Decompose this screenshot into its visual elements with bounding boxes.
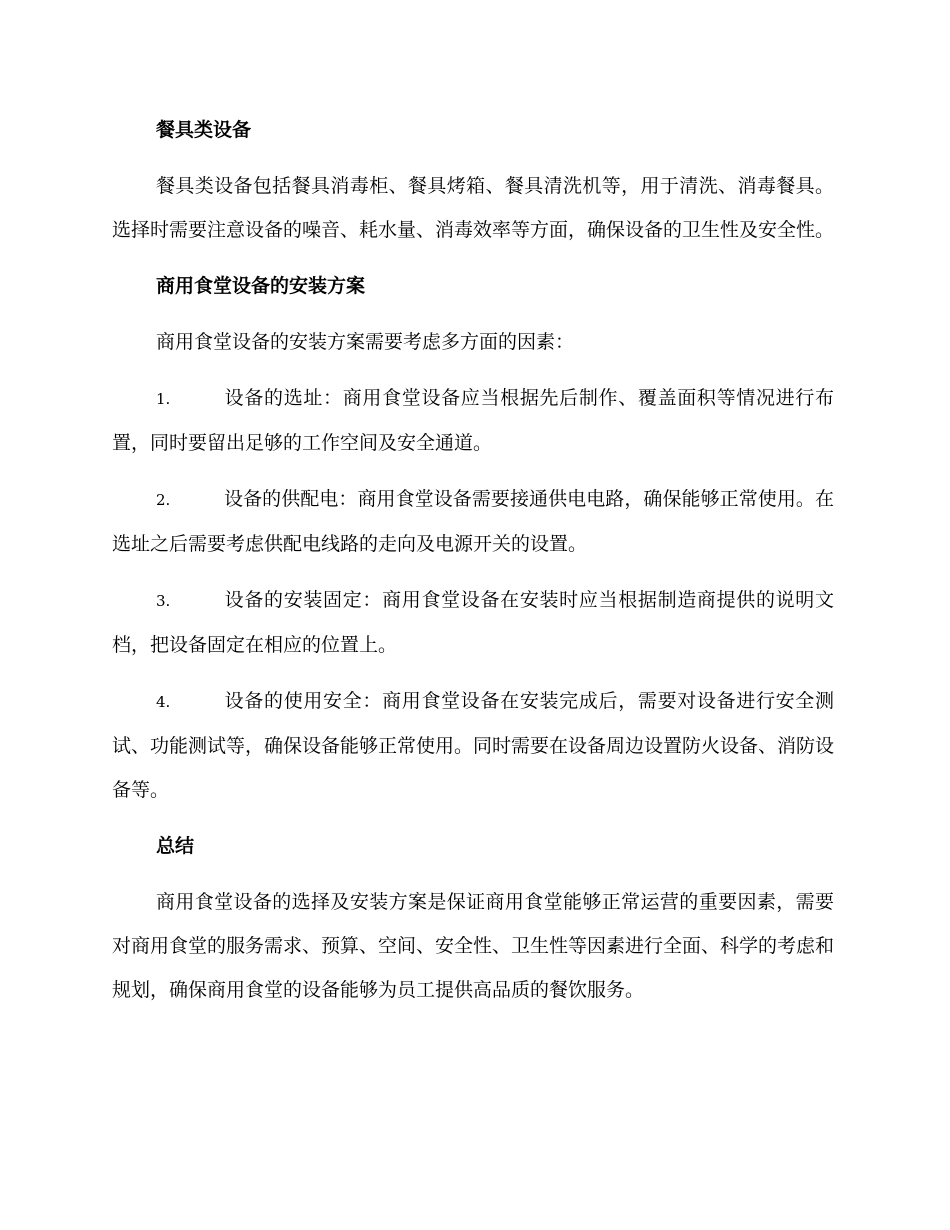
section-heading-installation: 商用食堂设备的安装方案 bbox=[156, 275, 366, 297]
list-item-text: 设备的使用安全：商用食堂设备在安装完成后，需要对设备进行安全测试、功能测试等，确保设备能够正常使用。同时需要在设备周边设置防火设备、消防设备等。 bbox=[112, 690, 835, 801]
list-item bbox=[112, 679, 834, 812]
list-item bbox=[112, 477, 834, 566]
list-item-text: 设备的安装固定：商用食堂设备在安装时应当根据制造商提供的说明文档，把设备固定在相应的位置上。 bbox=[112, 589, 834, 656]
paragraph-tableware: 餐具类设备包括餐具消毒柜、餐具烤箱、餐具清洗机等，用于清洗、消毒餐具。选择时需要注意设备的噪音、耗水量、消毒效率等方面，确保设备的卫生性及安全性。 bbox=[112, 175, 835, 241]
list-item-text: 设备的选址：商用食堂设备应当根据先后制作、覆盖面积等情况进行布置，同时要留出足够的工作空间及安全通道。 bbox=[112, 387, 834, 454]
list-item-number: 2. bbox=[156, 491, 171, 509]
list-item-number: 3. bbox=[156, 592, 171, 610]
section-heading-tableware: 餐具类设备 bbox=[156, 119, 252, 141]
list-item-number: 4. bbox=[156, 693, 171, 711]
paragraph-installation-intro: 商用食堂设备的安装方案需要考虑多方面的因素： bbox=[156, 331, 575, 353]
paragraph-summary: 商用食堂设备的选择及安装方案是保证商用食堂能够正常运营的重要因素，需要对商用食堂的服务需求、预算、空间、安全性、卫生性等因素进行全面、科学的考虑和规划，确保商用食堂的设备能够为员工提供高品质的餐饮服务。 bbox=[112, 891, 835, 1001]
list-item bbox=[112, 376, 834, 465]
list-item bbox=[112, 578, 834, 667]
document-page bbox=[112, 108, 834, 1024]
section-heading-summary: 总结 bbox=[156, 835, 195, 857]
list-item-text: 设备的供配电：商用食堂设备需要接通供电电路，确保能够正常使用。在选址之后需要考虑供配电线路的走向及电源开关的设置。 bbox=[112, 488, 834, 555]
list-item-number: 1. bbox=[156, 390, 171, 408]
